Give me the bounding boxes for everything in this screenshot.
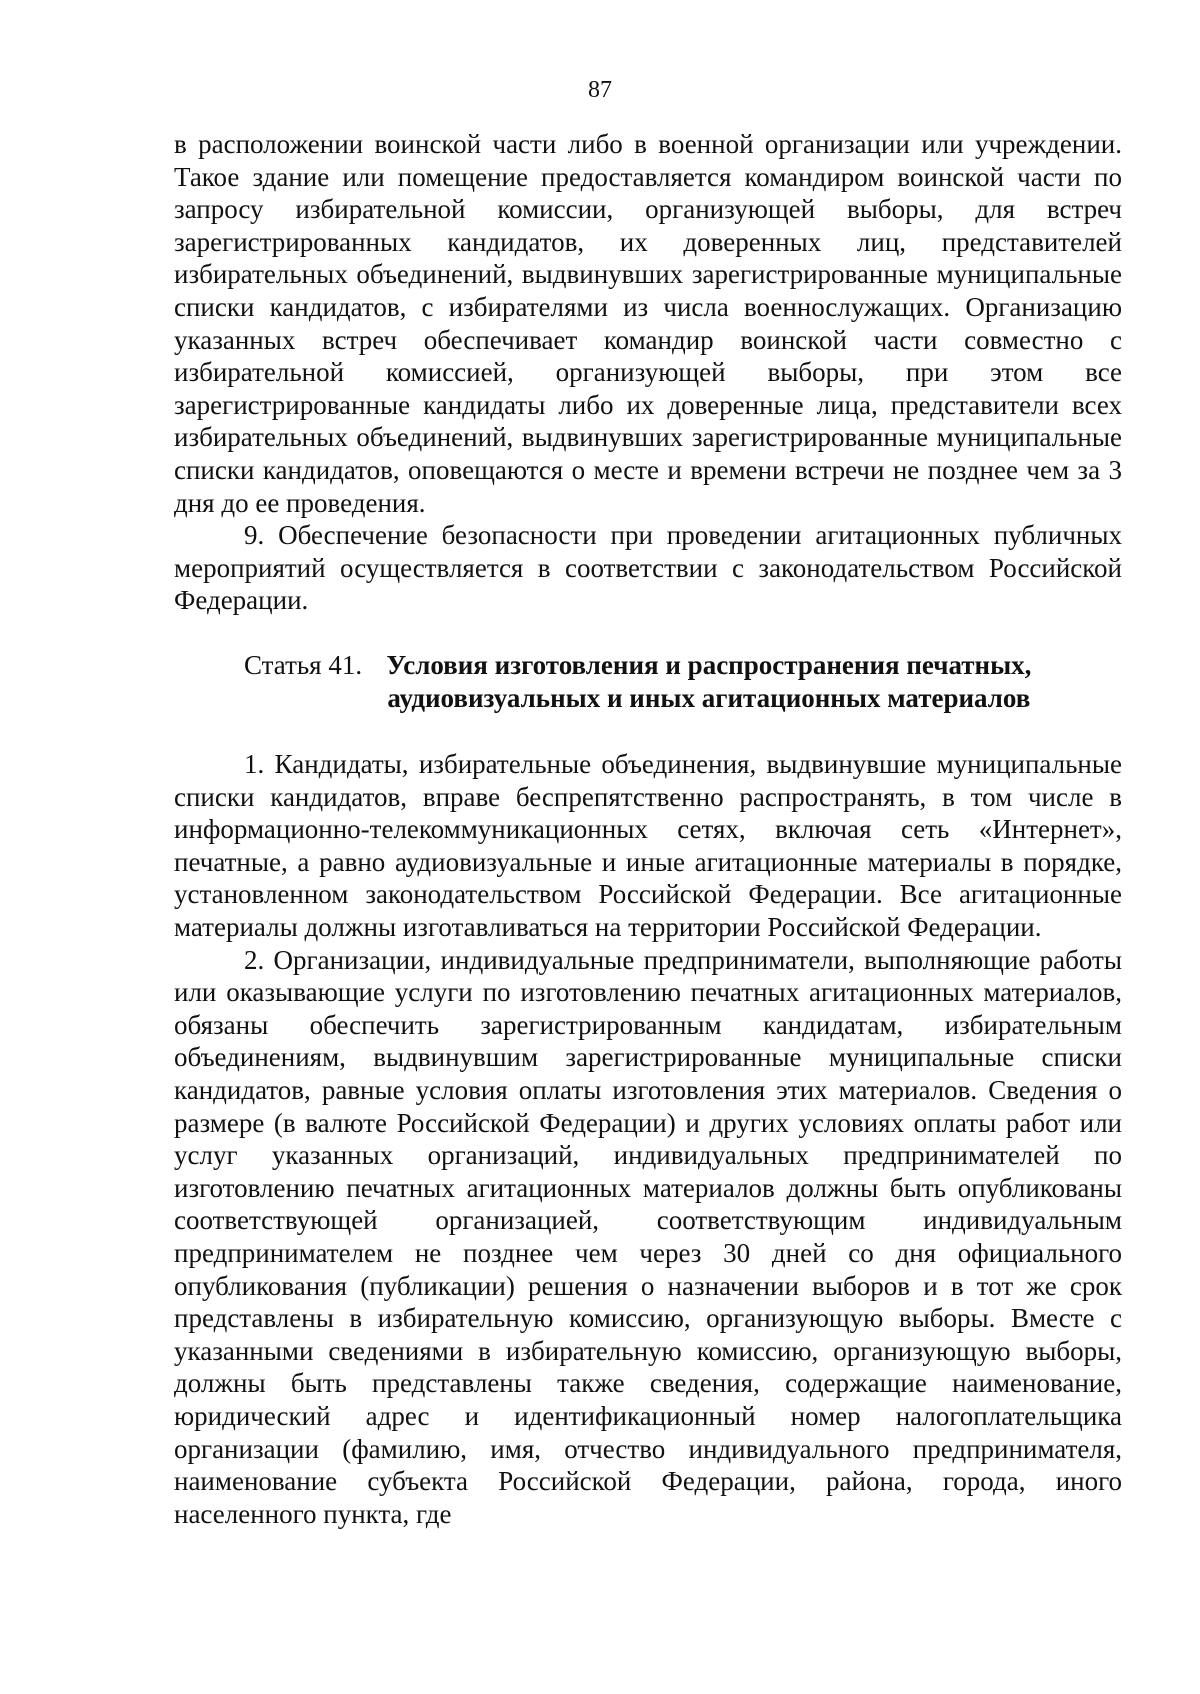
paragraph-item-1: 1. Кандидаты, избирательные объединения, выдвинувшие муниципальные списки кандидатов, вправе беспрепятственно распространять, в том числе в информационно-телекоммуникационных сетях, включая сеть «Интернет», печатные, а равно аудиовизуальные и иные агитационные материалы в порядке, установленном законодательством Российской Федерации. Все агитационные материалы должны изготавливаться на территории Российской Федерации. <box>174 749 1122 943</box>
paragraph-item-9: 9. Обеспечение безопасности при проведении агитационных публичных мероприятий осуществляется в соответствии с законодательством Российской Федерации. <box>174 520 1122 616</box>
article-title: Условия изготовления и распространения печатных, аудиовизуальных и иных агитационных материалов <box>386 649 1032 713</box>
paragraph-item-2: 2. Организации, индивидуальные предприниматели, выполняющие работы или оказывающие услуги по изготовлению печатных агитационных материалов, обязаны обеспечить зарегистрированным кандидатам, избирательным объединениям, выдвинувшим зарегистрированные муниципальные списки кандидатов, равные условия оплаты изготовления этих материалов. Сведения о размере (в валюте Российской Федерации) и других условиях оплаты работ или услуг указанных организаций, индивидуальных предпринимателей по изготовлению печатных агитационных материалов должны быть опубликованы соответствующей организацией, соответствующим индивидуальным предпринимателем не позднее чем через 30 дней со дня официального опубликования (публикации) решения о назначении выборов и в тот же срок представлены в избирательную комиссию, организующую выборы. Вместе с указанными сведениями в избирательную комиссию, организующую выборы, должны быть представлены также сведения, содержащие наименование, юридический адрес и идентификационный номер налогоплательщика организации (фамилию, имя, отчество индивидуального предпринимателя, наименование субъекта Российской Федерации, района, города, иного населенного пункта, где <box>174 944 1122 1529</box>
paragraph-continuation: в расположении воинской части либо в военной организации или учреждении. Такое здание или помещение предоставляется командиром воинской части по запросу избирательной комиссии, организующей выборы, для встреч зарегистрированных кандидатов, их доверенных лиц, представителей избирательных объединений, выдвинувших зарегистрированные муниципальные списки кандидатов, с избирателями из числа военнослужащих. Организацию указанных встреч обеспечивает командир воинской части совместно с избирательной комиссией, организующей выборы, при этом все зарегистрированные кандидаты либо их доверенные лица, представители всех избирательных объединений, выдвинувших зарегистрированные муниципальные списки кандидатов, оповещаются о месте и времени встречи не позднее чем за 3 дня до ее проведения. <box>174 129 1122 518</box>
document-body <box>174 128 1122 1530</box>
page-number: 87 <box>588 77 612 103</box>
article-heading <box>174 649 1122 714</box>
article-label: Статья 41. <box>244 649 369 680</box>
